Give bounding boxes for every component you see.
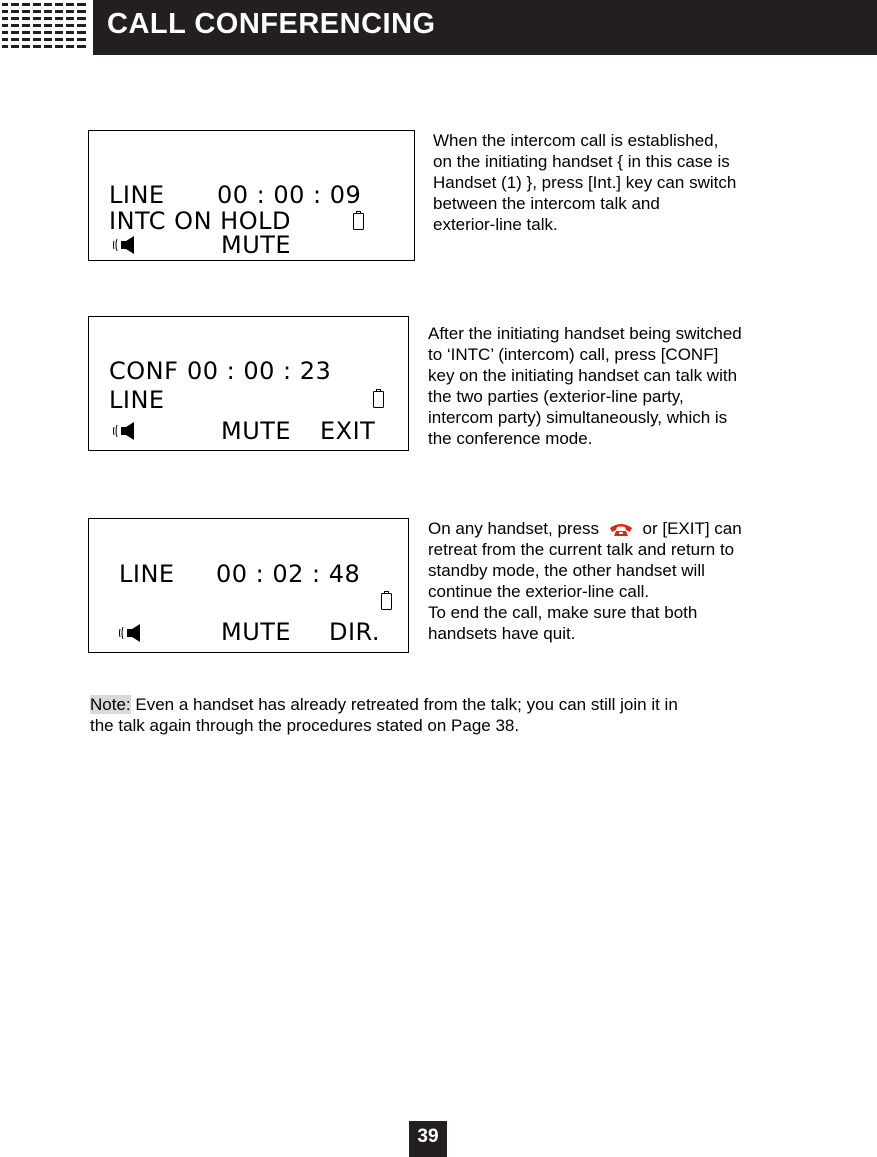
mute-softkey: MUTE [221, 231, 292, 259]
header-title-bar [93, 0, 877, 55]
description-line: When the intercom call is established, [433, 131, 719, 150]
speaker-icon [113, 234, 139, 256]
description-text: or [EXIT] can [642, 519, 742, 538]
description-line-with-icon [428, 518, 798, 539]
description-line: key on the initiating handset can talk with [428, 366, 738, 385]
lcd-line-label: LINE [109, 386, 165, 414]
lcd-line-label: LINE [109, 181, 165, 209]
description-line: the conference mode. [428, 429, 593, 448]
speaker-icon [119, 622, 145, 644]
page-title: CALL CONFERENCING [107, 8, 436, 40]
note-block [90, 694, 790, 736]
header-pattern-graphic [0, 0, 90, 55]
note-text: Even a handset has already retreated from the talk; you can still join it in [130, 695, 678, 714]
mute-softkey: MUTE [221, 417, 292, 445]
note-text-continued: the talk again through the procedures stated on Page 38. [90, 716, 520, 735]
description-line: the two parties (exterior-line party, [428, 387, 684, 406]
lcd-screen-intercom [88, 130, 415, 261]
note-label: Note: [90, 695, 131, 714]
description-exit [428, 518, 798, 644]
description-intercom [433, 130, 793, 235]
description-line: to ‘INTC’ (intercom) call, press [CONF] [428, 345, 719, 364]
lcd-conf-label: CONF [109, 357, 179, 385]
lcd-screen-conference [88, 316, 409, 451]
battery-icon [381, 591, 392, 610]
description-conference [428, 323, 798, 449]
lcd-call-timer: 00 : 02 : 48 [216, 560, 361, 588]
lcd-line-label: LINE [119, 560, 175, 588]
mute-softkey: MUTE [221, 618, 292, 646]
lcd-call-timer: 00 : 00 : 09 [217, 181, 362, 209]
directory-softkey: DIR. [329, 618, 381, 646]
description-line: continue the exterior-line call. [428, 582, 650, 601]
description-line: exterior-line talk. [433, 215, 558, 234]
description-line: After the initiating handset being switched [428, 324, 742, 343]
exit-softkey: EXIT [320, 417, 376, 445]
battery-icon [373, 389, 384, 408]
description-line: intercom party) simultaneously, which is [428, 408, 728, 427]
description-line: Handset (1) }, press [Int.] key can switch [433, 173, 737, 192]
lcd-status-text: INTC ON HOLD [109, 207, 291, 235]
description-line: between the intercom talk and [433, 194, 660, 213]
end-call-phone-icon [608, 521, 634, 537]
battery-icon [353, 211, 364, 230]
page-number: 39 [409, 1121, 447, 1157]
description-text: On any handset, press [428, 519, 600, 538]
lcd-screen-line [88, 518, 409, 653]
speaker-icon [113, 420, 139, 442]
description-line: retreat from the current talk and return to [428, 540, 735, 559]
description-line: standby mode, the other handset will [428, 561, 705, 580]
page-header [0, 0, 877, 55]
description-line: handsets have quit. [428, 624, 576, 643]
description-line: on the initiating handset { in this case is [433, 152, 730, 171]
description-line: To end the call, make sure that both [428, 603, 698, 622]
lcd-call-timer: 00 : 00 : 23 [187, 357, 332, 385]
